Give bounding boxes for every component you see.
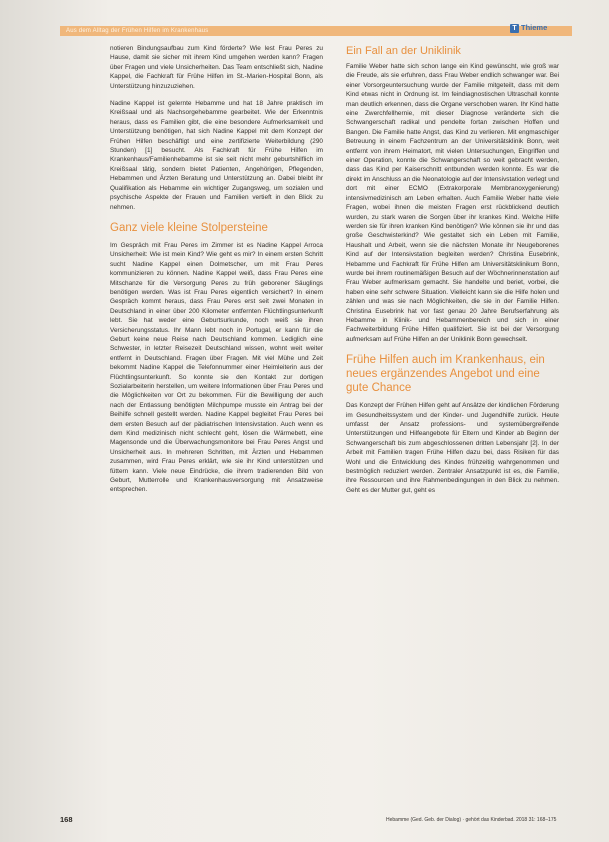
right-column bbox=[346, 44, 559, 503]
left-paragraph-3: Im Gespräch mit Frau Peres im Zimmer ist es Nadine Kappel Arroca Unsicherheit: Wie ist mein Kind? Wie geht es mir? In einem ersten Schritt sucht Nadine Kappel einen Dolmetscher, um mit Frau Peres kommunizieren zu können. Nadine Kappel weiß, dass Frau Peres eine Mitschanze für die Versorgung Peres zu früh geborener Säuglings benötigen werden. Was ist Frau Peres eigentlich versichert? In einem Gespräch kommt heraus, dass Frau Peres erst seit zwei Monaten in Deutschland in einer über 200 Kilometer entfernten Flüchtlingsunterkunft lebt. Sie hat weder eine Geburtsurkunde, noch weiß sie ihren Versicherungsstatus. Ihr Mann lebt noch in Portugal, er kann für die Geburt keine neue Reise nach Deutschland kommen. Lediglich eine Schwester, in letzter Reisezeit Deutschland wissen, wohnt weit weiter entfernt in Deutschland. Fragen über Fragen. Mit viel Mühe und Zeit bekommt Nadine Kappel die Telefonnummer einer Heimleiterin aus der Flüchtlingsunterkunft. So konnte sie den Kontakt zur dortigen Sozialarbeiterin herstellen, um weitere Informationen über Frau Peres und die Möglichkeiten vor Ort zu bekommen. Für die Bewilligung der auch nach der Entlassung benötigten Milchpumpe musste ein Antrag bei der Beihilfe schnell gestellt werden. Nadine Kappel begleitet Frau Peres bei dem ersten Besuch auf der pädiatrischen Intensivstation. Auch wenn es dem Kind medizinisch nicht schlecht geht, lösen die Wärmebett, eine Magensonde und die Überwachungsmonitore bei Frau Peres Angst und Unsicherheit aus. In mehreren Schritten, mit Ärzten und Hebammen zusammen, wird Frau Peres erklärt, wie sie ihr Kind unterstützen und füttern kann. Viele neue Eindrücke, die ihrem tradierenden Bild von Geburt, Mutterrolle und Krankenhausversorgung mit Ansatzweise entsprechen. bbox=[110, 241, 323, 494]
right-paragraph-2: Das Konzept der Frühen Hilfen geht auf Ansätze der kindlichen Förderung im Gesundheitssystem und der Kinder- und Jugendhilfe zurück. Heute umfasst der Ansatz professions- und systemübergreifende Unterstützungen und Hilfeangebote für Eltern und Kinder ab Beginn der Schwangerschaft bis zum abgeschlossenen dritten Lebensjahr [2]. In der Arbeit mit Familien tragen Frühe Hilfen dazu bei, dass Risiken für das Wohl und die Entwicklung des Kindes frühzeitig wahrgenommen und bestmöglich reduziert werden. Zentraler Ansatzpunkt ist es, die Familie, ihre Ressourcen und ihre Rahmenbedingungen in den Blick zu nehmen. Geht es der Mutter gut, geht es bbox=[346, 402, 559, 494]
section-heading-fruehe-hilfen: Frühe Hilfen auch im Krankenhaus, ein neues ergänzendes Angebot und eine gute Chance bbox=[346, 354, 545, 395]
section-header-text: Aus dem Alltag der Frühen Hilfen im Krankenhaus bbox=[66, 28, 209, 34]
left-paragraph-2: Nadine Kappel ist gelernte Hebamme und hat 18 Jahre praktisch im Kreißsaal und als Nachsorgehebamme gearbeitet. Wie der Erkenntnis heraus, dass es Familien gibt, die eine besondere Aufmerksamkeit und Unterstützung benötigen, hat sich Nadine Kappel mit dem Konzept der Frühen Hilfen beschäftigt und eine zertifizierte Weiterbildung (290 Stunden) [1] besucht. Als Fachkraft für Frühe Hilfen im Krankenhaus/Familienhebamme ist sie seit nicht mehr geburtshilflich im Kreißsaal tätig, sondern bietet Patienten, Angehörigen, Pflegenden, Hebammen und Ärzten Beratung und Unterstützung an. Dabei bleibt ihr Qualifikation als Hebamme ein wichtiger Zugangsweg, um sozialen und psychische Aspekte der Frauen und Familien vertieft in den Blick zu nehmen. bbox=[110, 100, 323, 211]
right-paragraph-1: Familie Weber hatte sich schon lange ein Kind gewünscht, wie groß war die Freude, als sie erfuhren, dass Frau Weber endlich schwanger war. Bei einer Vorsorgeuntersuchung wurde der Familie mitgeteilt, dass mit dem Kind etwas nicht in Ordnung ist. Im feindiagnostischen Ultraschall konnte man deutlich erkennen, dass die Organe verschoben waren. Ihr Kind hatte eine Zwerchfellhernie, mit dieser Diagnose veränderte sich die Schwangerschaft radikal und pendelte fortan zwischen Hoffen und Bangen. Die Familie hatte Angst, das Kind zu verlieren. Mit engmaschiger Betreuung in einem Fachzentrum an der Universitätsklinik Bonn, weit entfernt von ihrem Heimatort, mit vielen Untersuchungen, Eingriffen und einer Operation, konnte die Schwangerschaft so weit gebracht werden, dass das Kind per Kaiserschnitt entbunden werden konnte. Es war die direkt im Anschluss an die Neonatologie auf der Intensivstation verlegt und dort mit einer ECMO (Extrakorporale Membranoxygenierung) intensivmedizinisch am Leben erhalten. Auch Familie Weber hatte viele Fragen, wobei ihnen die meisten Fragen erst rückblickend deutlich wurden, zu stark waren die Sorgen über ihr krankes Kind. Welche Hilfe werden sie für ihren kranken Kind benötigen? Wie können sie ihr und das große Geschwisterkind? Wie gestaltet sich ein Leben mit Familie, Haushalt und Arbeit, wenn sie die nächsten Monate ihr Neugeborenes Kind auf der Intensivstation begleiten werden? Christina Eusebrink, Hebamme und Fachkraft für Frühe Hilfen am Universitätsklinikum Bonn, wurde bei ihrem routinemäßigen Besuch auf der Wöchnerinnenstation auf Frau Weber aufmerksam gemacht. Sie handelte und beriet, vorbei, die haben eine sehr schwere Situation. Vielleicht kann sie die Hilfe holen und zählen und was sie nach Möglichkeiten, die sie in der Familie Hilfen. Christina Eusebrink hat vor fast genau 20 Jahre Berufserfahrung als Hebamme in Klinik- und Hebammenbereich und sich in einer Fachweiterbildung Frühe Hilfen qualifiziert. Sie ist bei der Versorgung aufmerksam auf Frühe Hilfen an der Uniklinik Bonn gewechselt. bbox=[346, 63, 559, 343]
left-paragraph-1: notieren Bindungsaufbau zum Kind förderte? Wie lest Frau Peres zu Hause, damit sie sicher mit ihrem Kind umgehen werden kann? Fragen über Fragen und viele Unsicherheiten. Das Team entschließt sich, Nadine Kappel, die Fachkraft für Frühe Hilfen im St.-Marien-Hospital Bonn, als Unterstützung hinzuzuziehen. bbox=[110, 45, 323, 90]
page-number: 168 bbox=[60, 815, 73, 824]
left-column bbox=[110, 44, 323, 503]
section-heading-stolpersteine: Ganz viele kleine Stolpersteine bbox=[110, 221, 268, 234]
section-heading-uniklinik: Ein Fall an der Uniklinik bbox=[346, 45, 461, 57]
publisher-tag-label: Thieme bbox=[521, 23, 548, 32]
journal-citation: Hebamme (Ged. Geb. der Dialog) · gehört das Kinderbad. 2018 31: 168–175 bbox=[386, 817, 557, 823]
thieme-logo-icon: T bbox=[510, 24, 519, 33]
publisher-tag bbox=[510, 22, 547, 34]
